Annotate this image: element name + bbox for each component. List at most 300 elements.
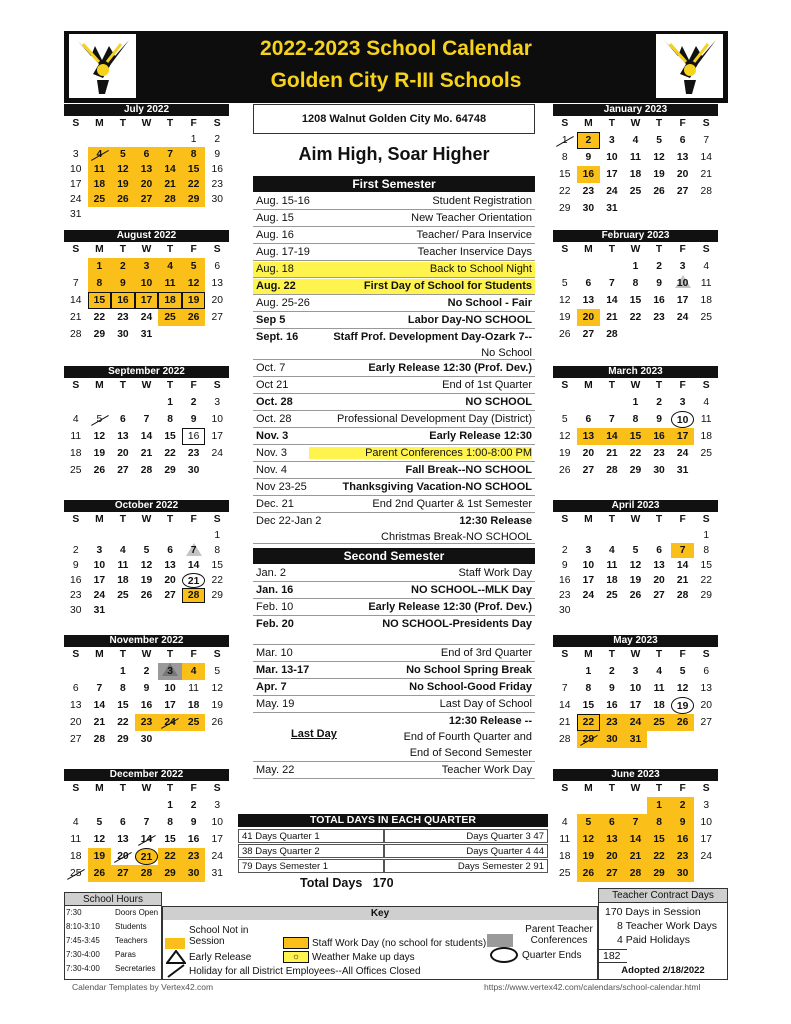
month-12 — [553, 769, 718, 882]
weekday-header: W — [630, 244, 641, 255]
day-cell: 31 — [93, 605, 106, 616]
day-cell — [158, 132, 182, 147]
hours-row — [65, 934, 161, 948]
day-cell: 6 — [585, 414, 592, 425]
events1-event — [253, 514, 535, 544]
month-grid — [553, 647, 718, 748]
day-cell: 30 — [187, 465, 200, 476]
day-cell: 10 — [582, 560, 595, 571]
day-cell: 22 — [629, 312, 642, 323]
month-grid — [64, 242, 229, 343]
day-cell — [182, 603, 206, 618]
day-cell: 9 — [656, 414, 662, 425]
events1-event — [253, 497, 535, 513]
month-5 — [64, 635, 229, 748]
day-cell: 16 — [140, 700, 153, 711]
day-cell: 31 — [140, 329, 153, 340]
day-cell: 15 — [624, 428, 648, 445]
day-cell: 16 — [671, 831, 695, 848]
day-cell — [158, 603, 182, 618]
day-cell — [553, 528, 577, 543]
day-cell: 6 — [656, 545, 662, 556]
event-text: Early Release 12:30 (Prof. Dev.) — [368, 601, 532, 613]
day-cell: 28 — [158, 192, 182, 207]
day-cell: 25 — [606, 590, 618, 601]
day-cell: 23 — [135, 714, 159, 731]
day-cell: 24 — [582, 590, 595, 601]
month-6 — [64, 769, 229, 882]
day-cell: 14 — [600, 428, 624, 445]
day-cell — [111, 207, 135, 222]
day-cell — [647, 528, 671, 543]
day-cell — [577, 258, 601, 275]
day-cell — [88, 797, 112, 814]
day-cell: 10 — [606, 152, 618, 163]
total-days-value: 170 — [372, 876, 394, 890]
day-cell: 17 — [700, 834, 712, 845]
day-cell: 11 — [88, 162, 112, 177]
day-cell: 3 — [214, 397, 221, 408]
day-cell — [111, 603, 135, 618]
day-cell — [135, 132, 159, 147]
hours-role: Paras — [115, 950, 136, 959]
day-cell: 11 — [559, 834, 571, 845]
day-cell — [158, 731, 182, 748]
month-title: June 2023 — [553, 769, 718, 781]
day-cell: 16 — [559, 575, 571, 586]
event-text: Student Registration — [432, 195, 532, 207]
day-cell: 13 — [700, 683, 712, 694]
month-title: March 2023 — [553, 366, 718, 378]
day-cell: 11 — [700, 414, 712, 425]
weekday-header: F — [679, 118, 686, 129]
day-cell: 30 — [70, 605, 82, 616]
event-text-line: End of Fourth Quarter and — [403, 731, 532, 743]
day-cell: 2 — [656, 261, 662, 272]
day-cell: 28 — [140, 465, 153, 476]
circle-icon — [490, 947, 518, 963]
day-cell: 26 — [559, 465, 571, 476]
events1-event — [253, 446, 535, 462]
day-cell — [553, 663, 577, 680]
day-cell: 17 — [211, 834, 223, 845]
hours-time: 7:30-4:00 — [66, 950, 100, 959]
day-cell: 4 — [561, 817, 568, 828]
day-cell: 9 — [656, 278, 662, 289]
day-cell: 20 — [111, 848, 135, 865]
event-date: Jan. 16 — [256, 584, 294, 596]
day-cell — [553, 258, 577, 275]
day-cell: 18 — [117, 575, 129, 586]
parent-conf-swatch — [487, 934, 513, 947]
day-cell: 4 — [632, 135, 639, 146]
day-cell: 6 — [120, 414, 126, 425]
day-cell: 2 — [143, 666, 150, 677]
day-cell — [694, 200, 718, 217]
weekday-header: T — [608, 244, 616, 255]
day-cell: 8 — [167, 817, 173, 828]
month-9 — [553, 366, 718, 479]
day-cell: 24 — [624, 714, 648, 731]
day-cell: 4 — [88, 147, 112, 162]
day-cell: 10 — [93, 560, 106, 571]
month-grid — [553, 116, 718, 217]
day-cell: 24 — [93, 590, 106, 601]
events2-event — [253, 763, 535, 779]
month-7 — [553, 104, 718, 217]
day-cell: 2 — [111, 258, 135, 275]
day-cell: 22 — [211, 575, 223, 586]
day-cell: 5 — [88, 411, 112, 428]
day-cell: 7 — [671, 543, 695, 558]
day-cell — [577, 394, 601, 411]
weekday-header: T — [655, 380, 663, 391]
day-cell: 19 — [629, 575, 642, 586]
day-cell: 12 — [211, 683, 223, 694]
hours-time: 8:10-3:10 — [66, 922, 100, 931]
day-cell: 23 — [117, 312, 129, 323]
day-cell: 4 — [72, 817, 79, 828]
day-cell — [111, 797, 135, 814]
weekday-header: W — [141, 514, 152, 525]
weekday-header: F — [190, 380, 197, 391]
day-cell: 21 — [559, 717, 571, 728]
weekday-header: T — [166, 118, 174, 129]
semester-1-days: 79 — [242, 861, 253, 872]
day-cell: 19 — [211, 700, 223, 711]
day-cell — [694, 731, 718, 748]
day-cell: 18 — [70, 448, 82, 459]
weekday-header: M — [584, 514, 593, 525]
day-cell: 30 — [653, 465, 665, 476]
weekday-header: S — [72, 783, 80, 794]
day-cell — [577, 528, 601, 543]
weekday-header: S — [561, 514, 569, 525]
events1-event — [253, 480, 535, 496]
day-cell: 21 — [70, 312, 82, 323]
day-cell: 29 — [700, 590, 712, 601]
weekday-header: T — [166, 649, 174, 660]
event-text: Early Release 12:30 — [429, 430, 532, 442]
day-cell: 16 — [70, 575, 82, 586]
day-cell: 29 — [211, 590, 223, 601]
key-parent-conf: Parent Teacher Conferences — [525, 924, 593, 946]
weekday-header: T — [119, 783, 127, 794]
first-semester-heading: First Semester — [253, 176, 535, 192]
day-cell — [671, 603, 695, 618]
day-cell — [205, 731, 229, 748]
weekday-header: M — [95, 118, 104, 129]
day-cell: 24 — [211, 851, 223, 862]
day-cell: 26 — [577, 865, 601, 882]
day-cell: 1 — [120, 666, 126, 677]
day-cell: 11 — [70, 431, 82, 442]
event-date: Oct. 28 — [256, 396, 293, 408]
contract-total: 182 — [599, 949, 627, 963]
day-cell: 18 — [629, 169, 642, 180]
day-cell: 11 — [70, 834, 82, 845]
weekday-header: T — [119, 244, 127, 255]
day-cell: 6 — [600, 814, 624, 831]
event-date: Nov. 4 — [256, 464, 287, 476]
day-cell: 8 — [647, 814, 671, 831]
day-cell: 17 — [582, 575, 595, 586]
not-in-session-swatch — [165, 938, 185, 949]
day-cell: 31 — [624, 731, 648, 748]
day-cell: 14 — [624, 831, 648, 848]
day-cell — [647, 731, 671, 748]
weekday-header: T — [166, 783, 174, 794]
event-date: Oct 21 — [256, 379, 289, 391]
month-grid — [553, 378, 718, 479]
day-cell — [205, 326, 229, 343]
event-date: Sept. 16 — [256, 331, 299, 343]
day-cell: 4 — [609, 545, 615, 556]
day-cell: 14 — [158, 162, 182, 177]
day-cell: 22 — [700, 575, 712, 586]
day-cell: 2 — [214, 134, 221, 145]
day-cell: 5 — [561, 414, 568, 425]
weekday-header: S — [213, 118, 221, 129]
weekday-header: M — [95, 514, 104, 525]
day-cell: 21 — [676, 575, 689, 586]
day-cell: 21 — [624, 848, 648, 865]
month-grid — [64, 512, 229, 618]
weekday-header: W — [141, 380, 152, 391]
weekday-header: F — [679, 380, 686, 391]
total-days-label: Total Days — [300, 876, 363, 890]
weekday-header: T — [608, 649, 616, 660]
events2-event — [253, 583, 535, 599]
day-cell: 15 — [164, 431, 176, 442]
day-cell: 27 — [70, 734, 82, 745]
day-cell: 21 — [140, 448, 153, 459]
day-cell: 21 — [700, 169, 712, 180]
day-cell: 28 — [624, 865, 648, 882]
staff-work-swatch — [283, 937, 309, 949]
day-cell: 5 — [96, 817, 103, 828]
day-cell: 8 — [703, 545, 710, 556]
day-cell: 13 — [577, 428, 601, 445]
day-cell — [647, 326, 671, 343]
day-cell: 2 — [190, 397, 197, 408]
weekday-header: S — [702, 380, 710, 391]
day-cell: 26 — [88, 865, 112, 882]
key-staff-work: Staff Work Day (no school for students) — [312, 938, 487, 949]
day-cell: 12 — [182, 275, 206, 292]
day-cell: 27 — [111, 865, 135, 882]
hours-row — [65, 906, 161, 920]
school-hours-box — [64, 892, 162, 980]
month-grid — [553, 512, 718, 618]
day-cell: 10 — [700, 817, 712, 828]
weekday-header: S — [702, 783, 710, 794]
event-date: Sep 5 — [256, 314, 286, 326]
day-cell: 27 — [582, 465, 595, 476]
day-cell: 1 — [647, 797, 671, 814]
event-date: Aug. 16 — [256, 229, 294, 241]
weekday-header: T — [119, 514, 127, 525]
day-cell: 17 — [211, 431, 223, 442]
weekday-header: W — [141, 649, 152, 660]
quarter-2-total — [238, 844, 384, 858]
day-cell: 11 — [158, 275, 182, 292]
event-text: Teacher Inservice Days — [417, 246, 532, 258]
month-title: February 2023 — [553, 230, 718, 242]
day-cell: 8 — [632, 278, 639, 289]
day-cell: 24 — [700, 851, 712, 862]
day-cell: 29 — [647, 865, 671, 882]
footer-left: Calendar Templates by Vertex42.com — [72, 982, 214, 992]
day-cell: 13 — [211, 278, 223, 289]
day-cell: 19 — [559, 448, 571, 459]
weekday-header: T — [608, 380, 616, 391]
day-cell: 1 — [703, 530, 710, 541]
month-title: September 2022 — [64, 366, 229, 378]
weekday-header: S — [213, 514, 221, 525]
event-text: Thanksgiving Vacation-NO SCHOOL — [342, 481, 532, 493]
month-3 — [64, 366, 229, 479]
day-cell: 30 — [117, 329, 129, 340]
day-cell: 1 — [585, 666, 592, 677]
day-cell: 14 — [187, 560, 200, 571]
day-cell: 17 — [93, 575, 106, 586]
day-cell: 3 — [679, 397, 686, 408]
weekday-header: F — [679, 244, 686, 255]
day-cell: 29 — [559, 203, 571, 214]
day-cell: 5 — [143, 545, 150, 556]
quarter-3-label: Days Quarter 3 — [466, 831, 531, 842]
day-cell — [135, 207, 159, 222]
day-cell: 9 — [111, 275, 135, 292]
weekday-header: S — [702, 649, 710, 660]
day-cell: 1 — [632, 261, 639, 272]
event-text-line: No School — [481, 347, 532, 359]
day-cell: 6 — [214, 261, 221, 272]
day-cell: 3 — [703, 800, 710, 811]
weekday-header: W — [630, 514, 641, 525]
day-cell: 13 — [117, 431, 129, 442]
day-cell: 7 — [609, 414, 615, 425]
day-cell: 20 — [700, 700, 712, 711]
quarter-2-label: Days Quarter 2 — [255, 846, 320, 857]
day-cell: 20 — [577, 309, 601, 326]
day-cell: 14 — [70, 295, 82, 306]
day-cell — [182, 326, 206, 343]
event-date: Nov. 3 — [256, 430, 289, 442]
month-grid — [553, 781, 718, 882]
weekday-header: M — [95, 244, 104, 255]
weekday-header: S — [213, 783, 221, 794]
contract-days-in-session: 170 Days in Session — [605, 906, 701, 918]
slash-icon — [166, 964, 186, 978]
day-cell: 12 — [111, 162, 135, 177]
day-cell: 27 — [700, 717, 712, 728]
events1-event — [253, 262, 535, 278]
day-cell — [205, 462, 229, 479]
day-cell: 11 — [188, 683, 199, 694]
day-cell — [694, 326, 718, 343]
day-cell: 7 — [624, 814, 648, 831]
day-cell: 5 — [577, 814, 601, 831]
day-cell: 6 — [585, 278, 592, 289]
day-cell: 7 — [96, 683, 103, 694]
day-cell: 12 — [577, 831, 601, 848]
event-date: Aug. 22 — [256, 280, 296, 292]
day-cell: 19 — [140, 575, 153, 586]
day-cell — [600, 528, 624, 543]
day-cell — [600, 258, 624, 275]
weekday-header: W — [630, 118, 641, 129]
month-grid — [553, 242, 718, 343]
day-cell: 17 — [629, 700, 642, 711]
weekday-header: M — [584, 649, 593, 660]
day-cell: 10 — [70, 164, 82, 175]
day-cell — [694, 865, 718, 882]
day-cell: 27 — [582, 329, 595, 340]
day-cell: 20 — [676, 169, 689, 180]
day-cell: 15 — [629, 295, 642, 306]
day-cell: 6 — [72, 683, 79, 694]
event-text: End of 1st Quarter — [442, 379, 532, 391]
day-cell: 15 — [211, 560, 223, 571]
events1-event — [253, 313, 535, 329]
month-4 — [64, 500, 229, 618]
day-cell — [694, 603, 718, 618]
event-date: Mar. 10 — [256, 647, 293, 659]
weekday-header: T — [655, 783, 663, 794]
quarter-4-label: Days Quarter 4 — [466, 846, 531, 857]
day-cell: 1 — [632, 397, 639, 408]
day-cell — [182, 731, 206, 748]
quarter-1-days: 41 — [242, 831, 253, 842]
day-cell — [64, 528, 88, 543]
day-cell: 6 — [135, 147, 159, 162]
day-cell — [647, 603, 671, 618]
quarter-3-total — [384, 829, 548, 843]
day-cell: 25 — [64, 865, 88, 882]
day-cell — [577, 603, 601, 618]
weekday-header: S — [561, 118, 569, 129]
quarter-4-total — [384, 844, 548, 858]
event-date: Oct. 7 — [256, 362, 286, 374]
day-cell: 25 — [629, 186, 642, 197]
event-text: No School Spring Break — [406, 664, 532, 676]
day-cell: 25 — [559, 868, 571, 879]
month-title: December 2022 — [64, 769, 229, 781]
event-date: Aug. 17-19 — [256, 246, 310, 258]
weekday-header: T — [608, 783, 616, 794]
day-cell: 8 — [561, 152, 568, 163]
event-text: No School - Fair — [447, 297, 532, 309]
weekday-header: T — [166, 514, 174, 525]
sun-icon: ☼ — [283, 951, 309, 963]
day-cell — [158, 207, 182, 222]
weekday-header: M — [584, 380, 593, 391]
day-cell: 13 — [600, 831, 624, 848]
day-cell: 25 — [700, 312, 712, 323]
day-cell — [182, 528, 206, 543]
day-cell — [577, 797, 601, 814]
day-cell: 14 — [135, 831, 159, 848]
school-hours-title: School Hours — [65, 893, 161, 906]
day-cell: 18 — [700, 295, 712, 306]
day-cell: 28 — [676, 590, 689, 601]
day-cell: 19 — [88, 848, 112, 865]
event-date: May. 19 — [256, 698, 295, 710]
event-text: Professional Development Day (District) — [336, 413, 532, 425]
event-date: Feb. 20 — [256, 618, 294, 630]
